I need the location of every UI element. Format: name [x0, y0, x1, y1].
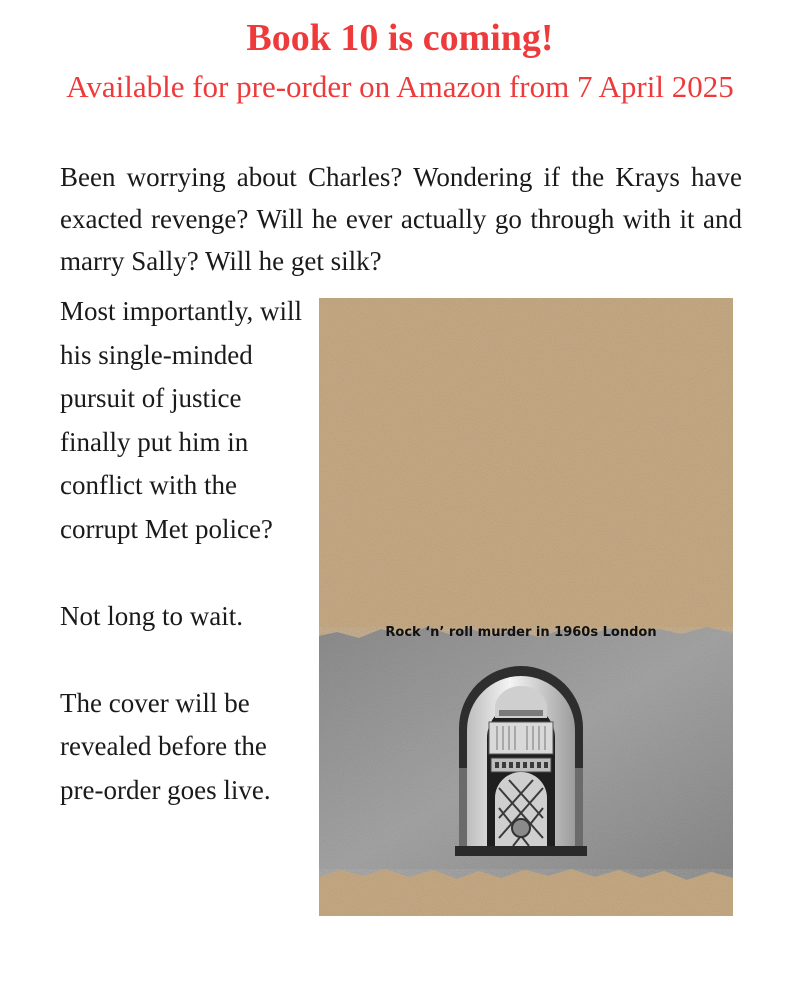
page-title: Book 10 is coming!: [246, 17, 554, 59]
body-paragraph-wait: Not long to wait.: [60, 600, 243, 631]
jukebox-illustration: [455, 666, 587, 856]
cover-artwork: [319, 298, 733, 916]
preorder-subtitle: Available for pre-order on Amazon from 7 April 2025: [66, 69, 734, 104]
paragraph-spacer: [60, 638, 310, 682]
intro-paragraph: Been worrying about Charles? Wondering if the Krays have exacted revenge? Will he ever actually go through with it and marry Sally? Will he get silk?: [60, 162, 742, 276]
paragraph-spacer: [60, 551, 310, 595]
cover-bottom-paper: [319, 869, 733, 916]
body-paragraph-cover-reveal: The cover will be revealed before the pre-order goes live.: [60, 687, 271, 805]
body-text-column: [60, 290, 310, 812]
body-paragraph-importantly: Most importantly, will his single-minded pursuit of justice finally put him in conflict with the corrupt Met police?: [60, 296, 302, 544]
cover-tagline: Rock ‘n’ roll murder in 1960s London: [385, 625, 657, 640]
book-cover-image: [319, 298, 733, 916]
